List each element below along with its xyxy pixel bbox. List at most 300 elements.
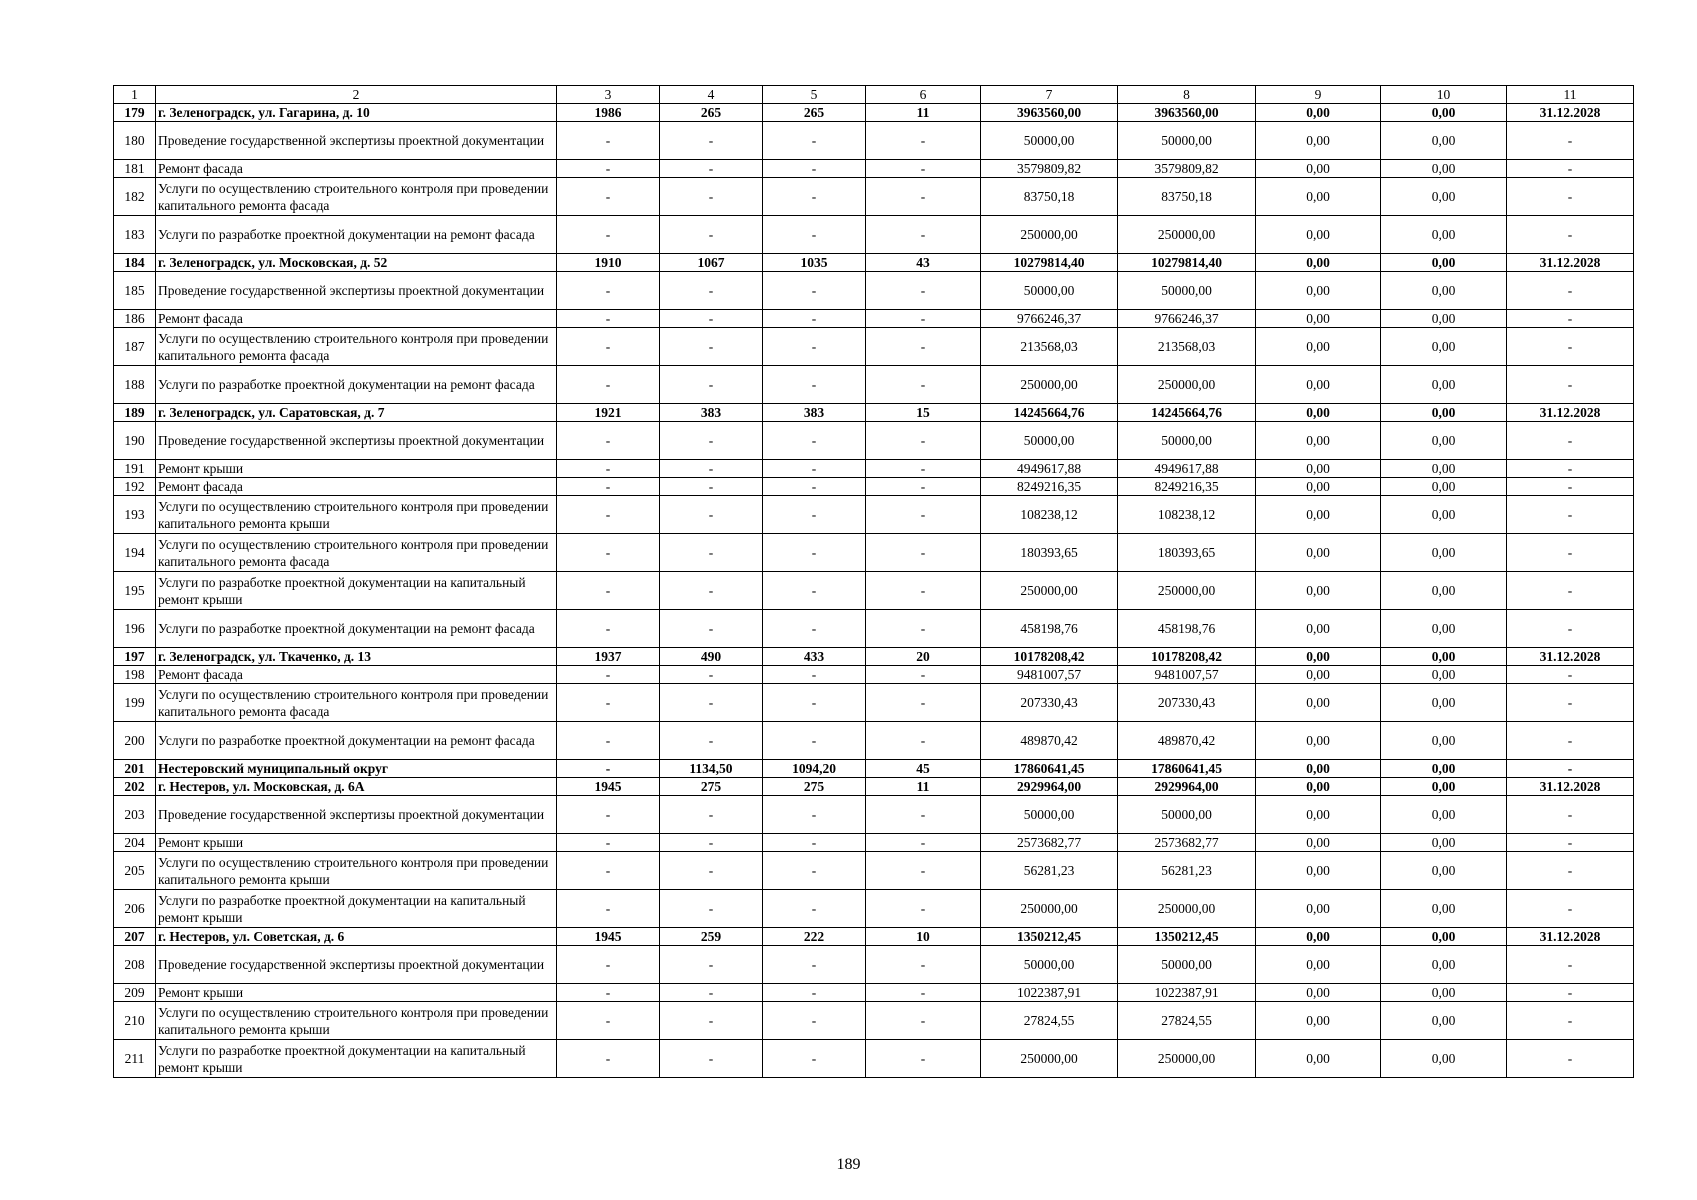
year-cell: - bbox=[557, 666, 660, 684]
work-row bbox=[114, 722, 1634, 760]
cost-fund-cell: 458198,76 bbox=[1118, 610, 1256, 648]
residents-cell: - bbox=[866, 1040, 981, 1078]
cost-total-cell: 2573682,77 bbox=[981, 834, 1118, 852]
row-number-cell: 202 bbox=[114, 778, 156, 796]
area-living-cell: - bbox=[763, 684, 866, 722]
cost-owners-cell: 0,00 bbox=[1381, 254, 1507, 272]
cost-owners-cell: 0,00 bbox=[1381, 478, 1507, 496]
area-living-cell: - bbox=[763, 946, 866, 984]
cost-fund-cell: 2929964,00 bbox=[1118, 778, 1256, 796]
row-number-cell: 187 bbox=[114, 328, 156, 366]
cost-owners-cell: 0,00 bbox=[1381, 984, 1507, 1002]
cost-owners-cell: 0,00 bbox=[1381, 1002, 1507, 1040]
year-cell: - bbox=[557, 684, 660, 722]
area-total-cell: - bbox=[660, 890, 763, 928]
residents-cell: - bbox=[866, 122, 981, 160]
cost-fund-cell: 250000,00 bbox=[1118, 216, 1256, 254]
year-cell: - bbox=[557, 834, 660, 852]
cost-total-cell: 9766246,37 bbox=[981, 310, 1118, 328]
area-living-cell: 275 bbox=[763, 778, 866, 796]
name-cell: Ремонт крыши bbox=[156, 984, 557, 1002]
cost-budget-cell: 0,00 bbox=[1256, 404, 1381, 422]
row-number-cell: 188 bbox=[114, 366, 156, 404]
area-total-cell: - bbox=[660, 422, 763, 460]
row-number-cell: 207 bbox=[114, 928, 156, 946]
year-cell: - bbox=[557, 890, 660, 928]
cost-total-cell: 27824,55 bbox=[981, 1002, 1118, 1040]
deadline-cell: - bbox=[1507, 122, 1634, 160]
area-living-cell: - bbox=[763, 722, 866, 760]
row-number-cell: 191 bbox=[114, 460, 156, 478]
cost-total-cell: 50000,00 bbox=[981, 122, 1118, 160]
object-row bbox=[114, 254, 1634, 272]
cost-total-cell: 250000,00 bbox=[981, 366, 1118, 404]
work-row bbox=[114, 1040, 1634, 1078]
header-cell: 6 bbox=[866, 86, 981, 104]
cost-fund-cell: 250000,00 bbox=[1118, 366, 1256, 404]
row-number-cell: 181 bbox=[114, 160, 156, 178]
cost-fund-cell: 250000,00 bbox=[1118, 890, 1256, 928]
residents-cell: - bbox=[866, 422, 981, 460]
area-living-cell: - bbox=[763, 460, 866, 478]
row-number-cell: 195 bbox=[114, 572, 156, 610]
cost-fund-cell: 180393,65 bbox=[1118, 534, 1256, 572]
cost-fund-cell: 9766246,37 bbox=[1118, 310, 1256, 328]
residents-cell: - bbox=[866, 460, 981, 478]
cost-total-cell: 10178208,42 bbox=[981, 648, 1118, 666]
deadline-cell: - bbox=[1507, 946, 1634, 984]
cost-fund-cell: 1022387,91 bbox=[1118, 984, 1256, 1002]
row-number-cell: 190 bbox=[114, 422, 156, 460]
work-row bbox=[114, 272, 1634, 310]
name-cell: Ремонт фасада bbox=[156, 666, 557, 684]
cost-owners-cell: 0,00 bbox=[1381, 778, 1507, 796]
year-cell: - bbox=[557, 946, 660, 984]
area-total-cell: - bbox=[660, 796, 763, 834]
header-cell: 9 bbox=[1256, 86, 1381, 104]
cost-owners-cell: 0,00 bbox=[1381, 496, 1507, 534]
row-number-cell: 209 bbox=[114, 984, 156, 1002]
residents-cell: - bbox=[866, 984, 981, 1002]
name-cell: Услуги по разработке проектной документации на ремонт фасада bbox=[156, 216, 557, 254]
cost-owners-cell: 0,00 bbox=[1381, 104, 1507, 122]
name-cell: Ремонт фасада bbox=[156, 310, 557, 328]
area-total-cell: 490 bbox=[660, 648, 763, 666]
residents-cell: - bbox=[866, 216, 981, 254]
deadline-cell: - bbox=[1507, 796, 1634, 834]
deadline-cell: - bbox=[1507, 890, 1634, 928]
header-cell: 1 bbox=[114, 86, 156, 104]
cost-total-cell: 250000,00 bbox=[981, 572, 1118, 610]
cost-budget-cell: 0,00 bbox=[1256, 1002, 1381, 1040]
name-cell: Ремонт фасада bbox=[156, 478, 557, 496]
residents-cell: 45 bbox=[866, 760, 981, 778]
deadline-cell: - bbox=[1507, 366, 1634, 404]
deadline-cell: - bbox=[1507, 160, 1634, 178]
name-cell: Проведение государственной экспертизы проектной документации bbox=[156, 796, 557, 834]
cost-total-cell: 83750,18 bbox=[981, 178, 1118, 216]
cost-budget-cell: 0,00 bbox=[1256, 178, 1381, 216]
residents-cell: 11 bbox=[866, 778, 981, 796]
cost-budget-cell: 0,00 bbox=[1256, 496, 1381, 534]
deadline-cell: - bbox=[1507, 534, 1634, 572]
year-cell: 1945 bbox=[557, 778, 660, 796]
row-number-cell: 186 bbox=[114, 310, 156, 328]
area-living-cell: - bbox=[763, 1002, 866, 1040]
area-total-cell: - bbox=[660, 684, 763, 722]
work-row bbox=[114, 160, 1634, 178]
name-cell: г. Зеленоградск, ул. Московская, д. 52 bbox=[156, 254, 557, 272]
cost-budget-cell: 0,00 bbox=[1256, 760, 1381, 778]
year-cell: - bbox=[557, 796, 660, 834]
name-cell: Проведение государственной экспертизы проектной документации bbox=[156, 122, 557, 160]
residents-cell: 11 bbox=[866, 104, 981, 122]
deadline-cell: - bbox=[1507, 478, 1634, 496]
name-cell: г. Зеленоградск, ул. Ткаченко, д. 13 bbox=[156, 648, 557, 666]
residents-cell: - bbox=[866, 796, 981, 834]
deadline-cell: - bbox=[1507, 216, 1634, 254]
name-cell: Услуги по разработке проектной документации на капитальный ремонт крыши bbox=[156, 572, 557, 610]
row-number-cell: 184 bbox=[114, 254, 156, 272]
deadline-cell: 31.12.2028 bbox=[1507, 778, 1634, 796]
residents-cell: - bbox=[866, 1002, 981, 1040]
cost-budget-cell: 0,00 bbox=[1256, 684, 1381, 722]
deadline-cell: - bbox=[1507, 1002, 1634, 1040]
year-cell: - bbox=[557, 572, 660, 610]
cost-budget-cell: 0,00 bbox=[1256, 460, 1381, 478]
table-body bbox=[114, 86, 1634, 1078]
deadline-cell: - bbox=[1507, 834, 1634, 852]
cost-fund-cell: 3963560,00 bbox=[1118, 104, 1256, 122]
area-total-cell: - bbox=[660, 328, 763, 366]
work-row bbox=[114, 890, 1634, 928]
work-row bbox=[114, 122, 1634, 160]
cost-budget-cell: 0,00 bbox=[1256, 104, 1381, 122]
header-cell: 8 bbox=[1118, 86, 1256, 104]
cost-budget-cell: 0,00 bbox=[1256, 1040, 1381, 1078]
work-row bbox=[114, 1002, 1634, 1040]
year-cell: - bbox=[557, 1002, 660, 1040]
area-living-cell: 265 bbox=[763, 104, 866, 122]
residents-cell: - bbox=[866, 366, 981, 404]
row-number-cell: 180 bbox=[114, 122, 156, 160]
area-total-cell: 1134,50 bbox=[660, 760, 763, 778]
residents-cell: - bbox=[866, 666, 981, 684]
year-cell: - bbox=[557, 610, 660, 648]
cost-fund-cell: 8249216,35 bbox=[1118, 478, 1256, 496]
area-total-cell: - bbox=[660, 834, 763, 852]
year-cell: - bbox=[557, 178, 660, 216]
cost-total-cell: 250000,00 bbox=[981, 1040, 1118, 1078]
cost-fund-cell: 56281,23 bbox=[1118, 852, 1256, 890]
name-cell: Услуги по осуществлению строительного контроля при проведении капитального ремонта крыши bbox=[156, 852, 557, 890]
cost-fund-cell: 50000,00 bbox=[1118, 422, 1256, 460]
residents-cell: 43 bbox=[866, 254, 981, 272]
deadline-cell: - bbox=[1507, 496, 1634, 534]
year-cell: - bbox=[557, 216, 660, 254]
cost-owners-cell: 0,00 bbox=[1381, 852, 1507, 890]
area-total-cell: - bbox=[660, 722, 763, 760]
deadline-cell: 31.12.2028 bbox=[1507, 404, 1634, 422]
area-total-cell: - bbox=[660, 572, 763, 610]
name-cell: г. Зеленоградск, ул. Гагарина, д. 10 bbox=[156, 104, 557, 122]
name-cell: Проведение государственной экспертизы проектной документации bbox=[156, 422, 557, 460]
area-total-cell: - bbox=[660, 496, 763, 534]
cost-fund-cell: 50000,00 bbox=[1118, 122, 1256, 160]
area-total-cell: - bbox=[660, 534, 763, 572]
cost-budget-cell: 0,00 bbox=[1256, 610, 1381, 648]
cost-fund-cell: 250000,00 bbox=[1118, 572, 1256, 610]
residents-cell: - bbox=[866, 310, 981, 328]
cost-budget-cell: 0,00 bbox=[1256, 272, 1381, 310]
cost-budget-cell: 0,00 bbox=[1256, 254, 1381, 272]
cost-fund-cell: 14245664,76 bbox=[1118, 404, 1256, 422]
cost-total-cell: 50000,00 bbox=[981, 946, 1118, 984]
area-total-cell: - bbox=[660, 160, 763, 178]
area-living-cell: - bbox=[763, 834, 866, 852]
name-cell: Проведение государственной экспертизы проектной документации bbox=[156, 946, 557, 984]
row-number-cell: 203 bbox=[114, 796, 156, 834]
area-total-cell: - bbox=[660, 310, 763, 328]
year-cell: - bbox=[557, 160, 660, 178]
work-row bbox=[114, 216, 1634, 254]
year-cell: 1910 bbox=[557, 254, 660, 272]
name-cell: Ремонт крыши bbox=[156, 834, 557, 852]
cost-owners-cell: 0,00 bbox=[1381, 422, 1507, 460]
cost-total-cell: 8249216,35 bbox=[981, 478, 1118, 496]
row-number-cell: 198 bbox=[114, 666, 156, 684]
cost-fund-cell: 108238,12 bbox=[1118, 496, 1256, 534]
deadline-cell: - bbox=[1507, 460, 1634, 478]
cost-fund-cell: 250000,00 bbox=[1118, 1040, 1256, 1078]
cost-total-cell: 9481007,57 bbox=[981, 666, 1118, 684]
header-cell: 11 bbox=[1507, 86, 1634, 104]
deadline-cell: - bbox=[1507, 1040, 1634, 1078]
header-cell: 10 bbox=[1381, 86, 1507, 104]
header-cell: 2 bbox=[156, 86, 557, 104]
year-cell: - bbox=[557, 122, 660, 160]
cost-fund-cell: 3579809,82 bbox=[1118, 160, 1256, 178]
area-total-cell: - bbox=[660, 946, 763, 984]
row-number-cell: 193 bbox=[114, 496, 156, 534]
work-row bbox=[114, 366, 1634, 404]
row-number-cell: 179 bbox=[114, 104, 156, 122]
area-total-cell: 275 bbox=[660, 778, 763, 796]
cost-budget-cell: 0,00 bbox=[1256, 478, 1381, 496]
cost-owners-cell: 0,00 bbox=[1381, 722, 1507, 760]
area-living-cell: - bbox=[763, 216, 866, 254]
row-number-cell: 204 bbox=[114, 834, 156, 852]
year-cell: 1937 bbox=[557, 648, 660, 666]
deadline-cell: 31.12.2028 bbox=[1507, 648, 1634, 666]
cost-total-cell: 250000,00 bbox=[981, 890, 1118, 928]
name-cell: Услуги по разработке проектной документации на ремонт фасада bbox=[156, 722, 557, 760]
deadline-cell: - bbox=[1507, 760, 1634, 778]
object-row bbox=[114, 104, 1634, 122]
area-living-cell: - bbox=[763, 478, 866, 496]
work-row bbox=[114, 460, 1634, 478]
cost-total-cell: 2929964,00 bbox=[981, 778, 1118, 796]
cost-owners-cell: 0,00 bbox=[1381, 572, 1507, 610]
cost-owners-cell: 0,00 bbox=[1381, 160, 1507, 178]
cost-owners-cell: 0,00 bbox=[1381, 890, 1507, 928]
name-cell: Услуги по разработке проектной документации на капитальный ремонт крыши bbox=[156, 1040, 557, 1078]
cost-budget-cell: 0,00 bbox=[1256, 946, 1381, 984]
cost-budget-cell: 0,00 bbox=[1256, 216, 1381, 254]
name-cell: г. Нестеров, ул. Московская, д. 6А bbox=[156, 778, 557, 796]
area-living-cell: - bbox=[763, 890, 866, 928]
cost-total-cell: 489870,42 bbox=[981, 722, 1118, 760]
row-number-cell: 206 bbox=[114, 890, 156, 928]
cost-owners-cell: 0,00 bbox=[1381, 666, 1507, 684]
area-living-cell: - bbox=[763, 796, 866, 834]
area-total-cell: - bbox=[660, 984, 763, 1002]
cost-fund-cell: 1350212,45 bbox=[1118, 928, 1256, 946]
year-cell: 1945 bbox=[557, 928, 660, 946]
deadline-cell: - bbox=[1507, 722, 1634, 760]
residents-cell: 15 bbox=[866, 404, 981, 422]
year-cell: - bbox=[557, 534, 660, 572]
object-row bbox=[114, 404, 1634, 422]
year-cell: - bbox=[557, 328, 660, 366]
cost-total-cell: 50000,00 bbox=[981, 272, 1118, 310]
cost-budget-cell: 0,00 bbox=[1256, 834, 1381, 852]
area-living-cell: - bbox=[763, 1040, 866, 1078]
year-cell: - bbox=[557, 422, 660, 460]
row-number-cell: 189 bbox=[114, 404, 156, 422]
area-living-cell: - bbox=[763, 572, 866, 610]
deadline-cell: - bbox=[1507, 852, 1634, 890]
area-living-cell: 433 bbox=[763, 648, 866, 666]
cost-fund-cell: 50000,00 bbox=[1118, 272, 1256, 310]
work-row bbox=[114, 834, 1634, 852]
cost-total-cell: 14245664,76 bbox=[981, 404, 1118, 422]
cost-budget-cell: 0,00 bbox=[1256, 534, 1381, 572]
deadline-cell: 31.12.2028 bbox=[1507, 254, 1634, 272]
cost-fund-cell: 489870,42 bbox=[1118, 722, 1256, 760]
cost-total-cell: 458198,76 bbox=[981, 610, 1118, 648]
row-number-cell: 196 bbox=[114, 610, 156, 648]
year-cell: 1986 bbox=[557, 104, 660, 122]
area-total-cell: - bbox=[660, 178, 763, 216]
deadline-cell: - bbox=[1507, 684, 1634, 722]
row-number-cell: 208 bbox=[114, 946, 156, 984]
residents-cell: - bbox=[866, 722, 981, 760]
residents-cell: 10 bbox=[866, 928, 981, 946]
cost-fund-cell: 9481007,57 bbox=[1118, 666, 1256, 684]
cost-owners-cell: 0,00 bbox=[1381, 122, 1507, 160]
name-cell: Услуги по осуществлению строительного контроля при проведении капитального ремонта крыши bbox=[156, 1002, 557, 1040]
area-total-cell: - bbox=[660, 1040, 763, 1078]
area-total-cell: - bbox=[660, 216, 763, 254]
area-living-cell: 1035 bbox=[763, 254, 866, 272]
deadline-cell: - bbox=[1507, 422, 1634, 460]
area-total-cell: - bbox=[660, 1002, 763, 1040]
residents-cell: - bbox=[866, 610, 981, 648]
name-cell: г. Зеленоградск, ул. Саратовская, д. 7 bbox=[156, 404, 557, 422]
cost-total-cell: 50000,00 bbox=[981, 422, 1118, 460]
residents-cell: - bbox=[866, 178, 981, 216]
cost-fund-cell: 213568,03 bbox=[1118, 328, 1256, 366]
row-number-cell: 185 bbox=[114, 272, 156, 310]
year-cell: - bbox=[557, 272, 660, 310]
area-living-cell: - bbox=[763, 328, 866, 366]
cost-owners-cell: 0,00 bbox=[1381, 310, 1507, 328]
cost-owners-cell: 0,00 bbox=[1381, 834, 1507, 852]
cost-budget-cell: 0,00 bbox=[1256, 778, 1381, 796]
area-total-cell: 1067 bbox=[660, 254, 763, 272]
cost-budget-cell: 0,00 bbox=[1256, 122, 1381, 160]
page-number: 189 bbox=[836, 1156, 861, 1173]
row-number-cell: 205 bbox=[114, 852, 156, 890]
cost-fund-cell: 17860641,45 bbox=[1118, 760, 1256, 778]
cost-owners-cell: 0,00 bbox=[1381, 328, 1507, 366]
cost-owners-cell: 0,00 bbox=[1381, 178, 1507, 216]
residents-cell: - bbox=[866, 160, 981, 178]
row-number-cell: 211 bbox=[114, 1040, 156, 1078]
name-cell: Услуги по осуществлению строительного контроля при проведении капитального ремонта фасада bbox=[156, 178, 557, 216]
area-living-cell: 1094,20 bbox=[763, 760, 866, 778]
cost-budget-cell: 0,00 bbox=[1256, 310, 1381, 328]
cost-budget-cell: 0,00 bbox=[1256, 366, 1381, 404]
area-living-cell: - bbox=[763, 366, 866, 404]
name-cell: Услуги по разработке проектной документации на ремонт фасада bbox=[156, 610, 557, 648]
cost-total-cell: 1350212,45 bbox=[981, 928, 1118, 946]
residents-cell: - bbox=[866, 572, 981, 610]
area-living-cell: - bbox=[763, 422, 866, 460]
cost-fund-cell: 10178208,42 bbox=[1118, 648, 1256, 666]
area-living-cell: 222 bbox=[763, 928, 866, 946]
header-row bbox=[114, 86, 1634, 104]
cost-owners-cell: 0,00 bbox=[1381, 1040, 1507, 1078]
cost-fund-cell: 50000,00 bbox=[1118, 796, 1256, 834]
row-number-cell: 194 bbox=[114, 534, 156, 572]
cost-total-cell: 180393,65 bbox=[981, 534, 1118, 572]
cost-total-cell: 213568,03 bbox=[981, 328, 1118, 366]
residents-cell: - bbox=[866, 946, 981, 984]
deadline-cell: - bbox=[1507, 984, 1634, 1002]
name-cell: г. Нестеров, ул. Советская, д. 6 bbox=[156, 928, 557, 946]
work-row bbox=[114, 610, 1634, 648]
document-page bbox=[113, 85, 1633, 1078]
work-row bbox=[114, 178, 1634, 216]
cost-fund-cell: 50000,00 bbox=[1118, 946, 1256, 984]
area-living-cell: - bbox=[763, 610, 866, 648]
name-cell: Ремонт крыши bbox=[156, 460, 557, 478]
row-number-cell: 201 bbox=[114, 760, 156, 778]
cost-budget-cell: 0,00 bbox=[1256, 852, 1381, 890]
cost-fund-cell: 207330,43 bbox=[1118, 684, 1256, 722]
residents-cell: - bbox=[866, 328, 981, 366]
cost-owners-cell: 0,00 bbox=[1381, 684, 1507, 722]
work-row bbox=[114, 422, 1634, 460]
cost-owners-cell: 0,00 bbox=[1381, 460, 1507, 478]
cost-budget-cell: 0,00 bbox=[1256, 572, 1381, 610]
work-row bbox=[114, 310, 1634, 328]
area-total-cell: - bbox=[660, 460, 763, 478]
cost-total-cell: 108238,12 bbox=[981, 496, 1118, 534]
cost-budget-cell: 0,00 bbox=[1256, 422, 1381, 460]
residents-cell: - bbox=[866, 478, 981, 496]
residents-cell: - bbox=[866, 684, 981, 722]
work-row bbox=[114, 572, 1634, 610]
name-cell: Услуги по осуществлению строительного контроля при проведении капитального ремонта фасада bbox=[156, 534, 557, 572]
deadline-cell: - bbox=[1507, 666, 1634, 684]
area-living-cell: - bbox=[763, 160, 866, 178]
row-number-cell: 199 bbox=[114, 684, 156, 722]
work-row bbox=[114, 796, 1634, 834]
header-cell: 7 bbox=[981, 86, 1118, 104]
